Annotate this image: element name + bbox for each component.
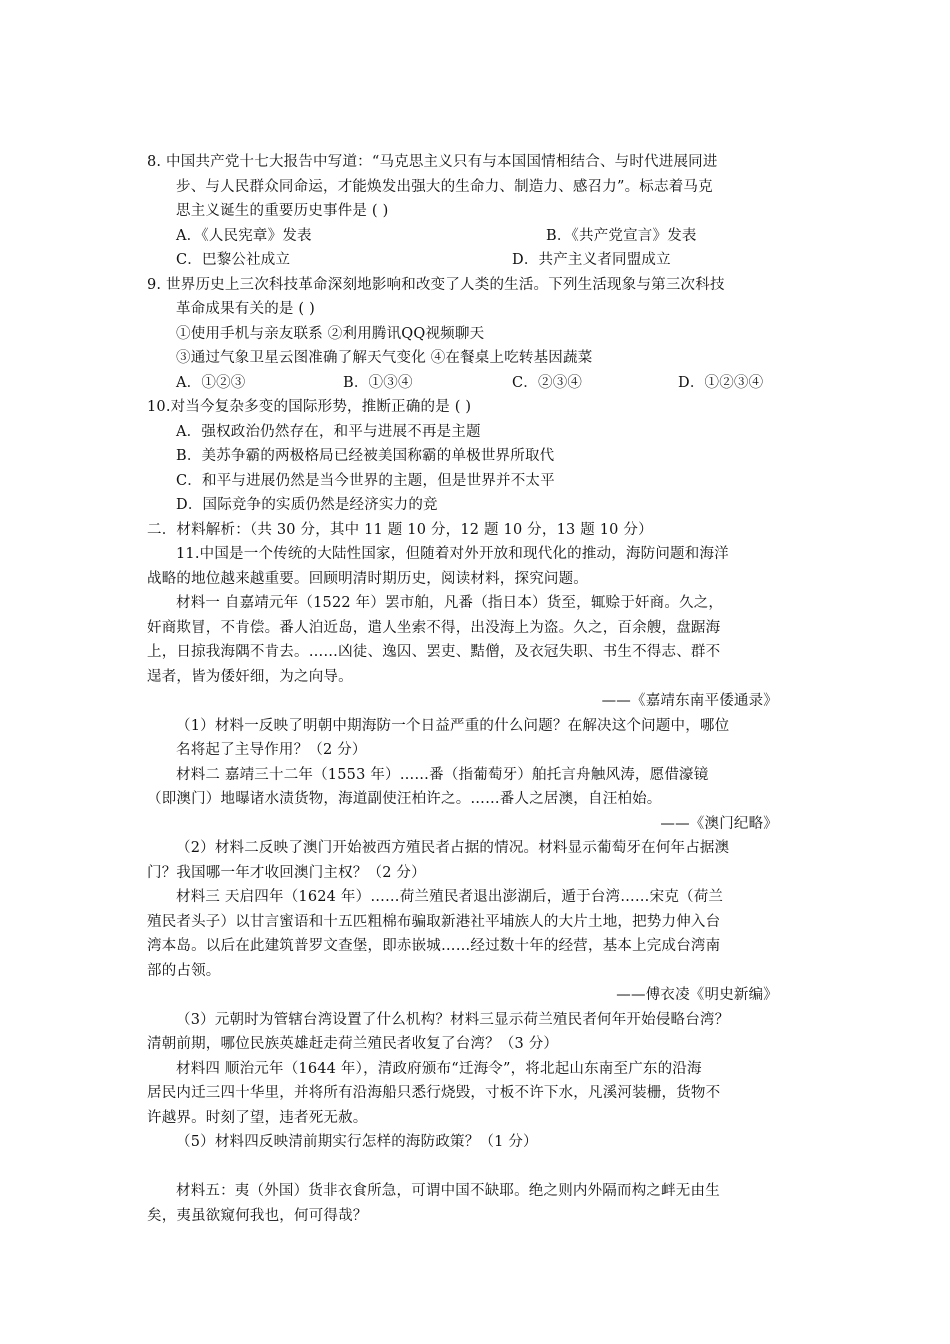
material3-line3: 湾本岛。以后在此建筑普罗文查堡，即赤嵌城……经过数十年的经营，基本上完成台湾南	[147, 938, 721, 954]
q10-option-b: B．美苏争霸的两极格局已经被美国称霸的单极世界所取代	[176, 448, 555, 464]
sub-question-1-line2: 名将起了主导作用？（2 分）	[176, 742, 367, 758]
material1-line2: 奸商欺冒，不肯偿。番人泊近岛，遣人坐索不得，出没海上为盗。久之，百余艘，盘踞海	[147, 620, 721, 636]
q11-intro-line2: 战略的地位越来越重要。回顾明清时期历史，阅读材料，探究问题。	[147, 571, 588, 587]
q11-intro-line1: 11.中国是一个传统的大陆性国家，但随着对外开放和现代化的推动，海防问题和海洋	[176, 546, 729, 562]
q8-option-b: B．《共产党宣言》发表	[546, 228, 697, 244]
q8-option-d: D．共产主义者同盟成立	[512, 252, 671, 268]
q9-option-b: B．①③④	[343, 375, 413, 391]
q9-items-line1: ①使用手机与亲友联系 ②利用腾讯QQ视频聊天	[176, 326, 485, 342]
material3-source: ——傅衣凌《明史新编》	[616, 987, 778, 1003]
material1-line1: 材料一 自嘉靖元年（1522 年）罢市舶，凡番（指日本）货至，辄赊于奸商。久之，	[176, 595, 724, 611]
q8-stem-line2: 步、与人民群众同命运，才能焕发出强大的生命力、制造力、感召力”。标志着马克	[176, 179, 713, 195]
material3-line4: 部的占领。	[147, 963, 221, 979]
material2-line1: 材料二 嘉靖三十二年（1553 年）……番（指葡萄牙）舶托言舟触风涛，愿借濠镜	[176, 767, 709, 783]
q9-stem-line2: 革命成果有关的是 ( )	[176, 301, 315, 317]
q10-option-d: D．国际竞争的实质仍然是经济实力的竞	[176, 497, 438, 513]
sub-question-2-line2: 门？我国哪一年才收回澳门主权？（2 分）	[147, 865, 426, 881]
q8-option-a: A．《人民宪章》发表	[176, 228, 312, 244]
material5-line1: 材料五：夷（外国）货非衣食所急，可谓中国不缺耶。绝之则内外隔而构之衅无由生	[176, 1183, 720, 1199]
material1-line4: 逞者，皆为倭奸细，为之向导。	[147, 669, 353, 685]
material3-line1: 材料三 天启四年（1624 年）……荷兰殖民者退出澎湖后，遁于台湾……宋克（荷兰	[176, 889, 724, 905]
material4-line2: 居民内迁三四十华里，并将所有沿海船只悉行烧毁，寸板不许下水，凡溪河装栅，货物不	[147, 1085, 721, 1101]
q10-stem: 10.对当今复杂多变的国际形势，推断正确的是 ( )	[147, 399, 472, 415]
section-heading: 二．材料解析：（共 30 分，其中 11 题 10 分，12 题 10 分，13 题 10 分）	[147, 522, 653, 538]
material2-source: ——《澳门纪略》	[660, 816, 778, 832]
material3-line2: 殖民者头子）以甘言蜜语和十五匹粗棉布骗取新港社平埔族人的大片土地，把势力伸入台	[147, 914, 721, 930]
sub-question-2-line1: （2）材料二反映了澳门开始被西方殖民者占据的情况。材料显示葡萄牙在何年占据澳	[176, 840, 730, 856]
material1-source: ——《嘉靖东南平倭通录》	[601, 693, 778, 709]
q8-option-c: C．巴黎公社成立	[176, 252, 291, 268]
q10-option-a: A．强权政治仍然存在，和平与进展不再是主题	[176, 424, 481, 440]
q9-option-d: D．①②③④	[678, 375, 764, 391]
material1-line3: 上，日掠我海隅不肯去。……凶徒、逸囚、罢吏、黠僧，及衣冠失职、书生不得志、群不	[147, 644, 721, 660]
q9-stem-line1: 9. 世界历史上三次科技革命深刻地影响和改变了人类的生活。下列生活现象与第三次科技	[147, 277, 725, 293]
q8-stem-line3: 思主义诞生的重要历史事件是 ( )	[176, 203, 389, 219]
material5-line2: 矣，夷虽欲窥何我也，何可得哉？	[147, 1208, 368, 1224]
q10-option-c: C．和平与进展仍然是当今世界的主题，但是世界并不太平	[176, 473, 555, 489]
material4-line1: 材料四 顺治元年（1644 年），清政府颁布“迁海令”，将北起山东南至广东的沿海	[176, 1061, 702, 1077]
sub-question-3-line2: 清朝前期，哪位民族英雄赶走荷兰殖民者收复了台湾？（3 分）	[147, 1036, 559, 1052]
sub-question-5: （5）材料四反映清前期实行怎样的海防政策？（1 分）	[176, 1134, 538, 1150]
material4-line3: 许越界。时刻了望，违者死无赦。	[147, 1110, 368, 1126]
q8-stem-line1: 8. 中国共产党十七大报告中写道：“马克思主义只有与本国国情相结合、与时代进展同进	[147, 154, 718, 170]
q9-option-c: C．②③④	[512, 375, 583, 391]
sub-question-1-line1: （1）材料一反映了明朝中期海防一个日益严重的什么问题？在解决这个问题中，哪位	[176, 718, 730, 734]
sub-question-3-line1: （3）元朝时为管辖台湾设置了什么机构？材料三显示荷兰殖民者何年开始侵略台湾？	[176, 1012, 730, 1028]
material2-line2: （即澳门）地曝诸水渍货物，海道副使汪柏许之。……番人之居澳，自汪柏始。	[147, 791, 662, 807]
q9-option-a: A．①②③	[176, 375, 246, 391]
q9-items-line2: ③通过气象卫星云图准确了解天气变化 ④在餐桌上吃转基因蔬菜	[176, 350, 593, 366]
